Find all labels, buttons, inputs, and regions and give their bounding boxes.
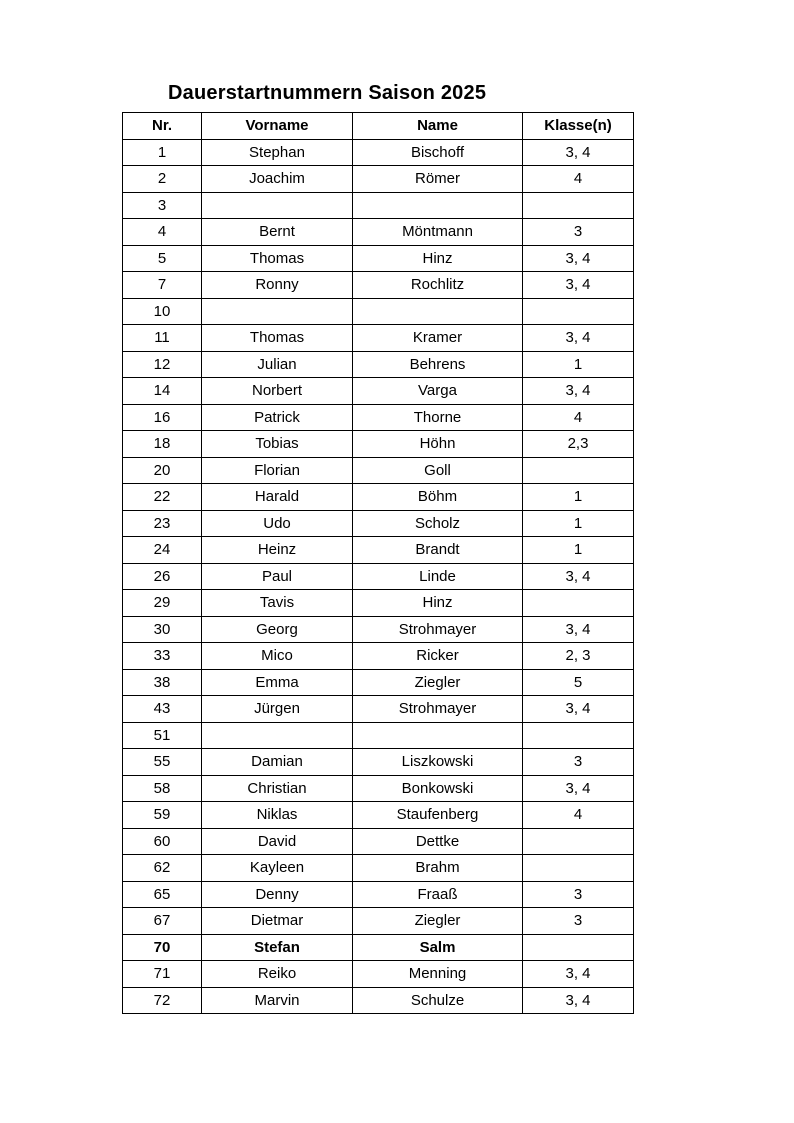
cell-nr: 58: [123, 775, 202, 802]
cell-klasse: 3, 4: [523, 325, 634, 352]
cell-nr: 14: [123, 378, 202, 405]
table-row: [123, 219, 634, 246]
cell-name: Schulze: [353, 987, 523, 1014]
table-row: [123, 855, 634, 882]
cell-klasse: 2, 3: [523, 643, 634, 670]
cell-klasse: 3, 4: [523, 696, 634, 723]
cell-vorname: Ronny: [202, 272, 353, 299]
cell-vorname: Kayleen: [202, 855, 353, 882]
cell-name: Varga: [353, 378, 523, 405]
cell-vorname: Tavis: [202, 590, 353, 617]
table-row: [123, 166, 634, 193]
table-body: [123, 139, 634, 1014]
cell-nr: 16: [123, 404, 202, 431]
table-row: [123, 908, 634, 935]
cell-nr: 12: [123, 351, 202, 378]
cell-vorname: Reiko: [202, 961, 353, 988]
cell-name: [353, 298, 523, 325]
cell-vorname: Udo: [202, 510, 353, 537]
cell-vorname: Florian: [202, 457, 353, 484]
cell-nr: 62: [123, 855, 202, 882]
cell-name: Menning: [353, 961, 523, 988]
cell-vorname: [202, 298, 353, 325]
cell-nr: 3: [123, 192, 202, 219]
cell-name: Brahm: [353, 855, 523, 882]
table-row: [123, 987, 634, 1014]
cell-klasse: 3, 4: [523, 563, 634, 590]
table-row: [123, 802, 634, 829]
cell-name: Linde: [353, 563, 523, 590]
cell-nr: 71: [123, 961, 202, 988]
cell-vorname: Julian: [202, 351, 353, 378]
cell-nr: 67: [123, 908, 202, 935]
cell-klasse: 3: [523, 908, 634, 935]
cell-klasse: [523, 192, 634, 219]
cell-vorname: Patrick: [202, 404, 353, 431]
cell-name: Rochlitz: [353, 272, 523, 299]
cell-name: Brandt: [353, 537, 523, 564]
table-row: [123, 590, 634, 617]
cell-vorname: Mico: [202, 643, 353, 670]
table-row: [123, 404, 634, 431]
cell-nr: 72: [123, 987, 202, 1014]
cell-nr: 5: [123, 245, 202, 272]
cell-name: Bischoff: [353, 139, 523, 166]
cell-klasse: 3, 4: [523, 961, 634, 988]
cell-nr: 43: [123, 696, 202, 723]
cell-nr: 29: [123, 590, 202, 617]
column-header-nr: Nr.: [123, 113, 202, 140]
cell-nr: 24: [123, 537, 202, 564]
table-row: [123, 696, 634, 723]
table-row: [123, 484, 634, 511]
table-row: [123, 510, 634, 537]
cell-name: Salm: [353, 934, 523, 961]
page-title: Dauerstartnummern Saison 2025: [168, 82, 487, 104]
cell-klasse: 3, 4: [523, 245, 634, 272]
cell-klasse: [523, 298, 634, 325]
column-header-name: Name: [353, 113, 523, 140]
table-row: [123, 431, 634, 458]
cell-name: Strohmayer: [353, 616, 523, 643]
cell-vorname: Stephan: [202, 139, 353, 166]
cell-nr: 1: [123, 139, 202, 166]
cell-name: Thorne: [353, 404, 523, 431]
table-row: [123, 378, 634, 405]
cell-vorname: Norbert: [202, 378, 353, 405]
cell-name: Ziegler: [353, 669, 523, 696]
table-row: [123, 272, 634, 299]
cell-vorname: Tobias: [202, 431, 353, 458]
cell-nr: 4: [123, 219, 202, 246]
cell-nr: 38: [123, 669, 202, 696]
cell-name: Goll: [353, 457, 523, 484]
cell-nr: 70: [123, 934, 202, 961]
cell-vorname: Marvin: [202, 987, 353, 1014]
table-row: [123, 669, 634, 696]
cell-vorname: Emma: [202, 669, 353, 696]
cell-name: Kramer: [353, 325, 523, 352]
cell-klasse: 3, 4: [523, 139, 634, 166]
cell-vorname: Thomas: [202, 245, 353, 272]
cell-klasse: 2,3: [523, 431, 634, 458]
table-row: [123, 616, 634, 643]
cell-nr: 26: [123, 563, 202, 590]
cell-vorname: Christian: [202, 775, 353, 802]
table-row: [123, 961, 634, 988]
cell-klasse: 1: [523, 537, 634, 564]
cell-name: Höhn: [353, 431, 523, 458]
table-row: [123, 722, 634, 749]
table-row: [123, 749, 634, 776]
cell-klasse: 3, 4: [523, 378, 634, 405]
cell-klasse: [523, 722, 634, 749]
table-row: [123, 457, 634, 484]
cell-klasse: 3, 4: [523, 616, 634, 643]
cell-name: Scholz: [353, 510, 523, 537]
cell-nr: 55: [123, 749, 202, 776]
startnummern-table: [122, 112, 634, 1014]
table-row: [123, 563, 634, 590]
column-header-vorname: Vorname: [202, 113, 353, 140]
cell-name: Bonkowski: [353, 775, 523, 802]
cell-nr: 60: [123, 828, 202, 855]
table-row: [123, 245, 634, 272]
cell-klasse: 4: [523, 166, 634, 193]
cell-nr: 65: [123, 881, 202, 908]
cell-klasse: 3, 4: [523, 987, 634, 1014]
cell-nr: 7: [123, 272, 202, 299]
cell-klasse: [523, 828, 634, 855]
cell-vorname: Niklas: [202, 802, 353, 829]
cell-klasse: 4: [523, 802, 634, 829]
cell-nr: 23: [123, 510, 202, 537]
cell-vorname: [202, 192, 353, 219]
table-row: [123, 881, 634, 908]
cell-vorname: Harald: [202, 484, 353, 511]
table-row: [123, 298, 634, 325]
cell-nr: 18: [123, 431, 202, 458]
cell-nr: 59: [123, 802, 202, 829]
cell-name: [353, 722, 523, 749]
table-row: [123, 139, 634, 166]
cell-vorname: Dietmar: [202, 908, 353, 935]
cell-name: Liszkowski: [353, 749, 523, 776]
cell-klasse: [523, 934, 634, 961]
cell-nr: 33: [123, 643, 202, 670]
cell-name: Behrens: [353, 351, 523, 378]
cell-klasse: 4: [523, 404, 634, 431]
cell-vorname: Paul: [202, 563, 353, 590]
cell-name: Ricker: [353, 643, 523, 670]
cell-name: Ziegler: [353, 908, 523, 935]
header-row: [123, 113, 634, 140]
cell-vorname: Thomas: [202, 325, 353, 352]
cell-klasse: [523, 855, 634, 882]
cell-klasse: 1: [523, 510, 634, 537]
cell-klasse: [523, 590, 634, 617]
cell-nr: 51: [123, 722, 202, 749]
table-row: [123, 775, 634, 802]
cell-nr: 10: [123, 298, 202, 325]
cell-name: Strohmayer: [353, 696, 523, 723]
cell-name: Böhm: [353, 484, 523, 511]
cell-klasse: 3, 4: [523, 775, 634, 802]
cell-vorname: Georg: [202, 616, 353, 643]
cell-vorname: Joachim: [202, 166, 353, 193]
cell-vorname: David: [202, 828, 353, 855]
table-row: [123, 643, 634, 670]
cell-name: Hinz: [353, 590, 523, 617]
column-header-klasse: Klasse(n): [523, 113, 634, 140]
cell-klasse: 1: [523, 484, 634, 511]
cell-nr: 22: [123, 484, 202, 511]
cell-vorname: Damian: [202, 749, 353, 776]
cell-nr: 11: [123, 325, 202, 352]
table-row: [123, 934, 634, 961]
table-row: [123, 828, 634, 855]
cell-vorname: [202, 722, 353, 749]
cell-klasse: 3: [523, 219, 634, 246]
cell-vorname: Bernt: [202, 219, 353, 246]
cell-name: Dettke: [353, 828, 523, 855]
cell-klasse: 3, 4: [523, 272, 634, 299]
cell-klasse: 3: [523, 881, 634, 908]
cell-name: [353, 192, 523, 219]
table-row: [123, 325, 634, 352]
cell-klasse: 3: [523, 749, 634, 776]
cell-vorname: Stefan: [202, 934, 353, 961]
cell-nr: 30: [123, 616, 202, 643]
table-row: [123, 192, 634, 219]
table-row: [123, 537, 634, 564]
table-row: [123, 351, 634, 378]
cell-klasse: [523, 457, 634, 484]
cell-klasse: 1: [523, 351, 634, 378]
cell-name: Staufenberg: [353, 802, 523, 829]
cell-name: Hinz: [353, 245, 523, 272]
cell-nr: 2: [123, 166, 202, 193]
cell-vorname: Heinz: [202, 537, 353, 564]
cell-vorname: Denny: [202, 881, 353, 908]
cell-name: Möntmann: [353, 219, 523, 246]
cell-name: Fraaß: [353, 881, 523, 908]
cell-vorname: Jürgen: [202, 696, 353, 723]
cell-name: Römer: [353, 166, 523, 193]
cell-klasse: 5: [523, 669, 634, 696]
cell-nr: 20: [123, 457, 202, 484]
